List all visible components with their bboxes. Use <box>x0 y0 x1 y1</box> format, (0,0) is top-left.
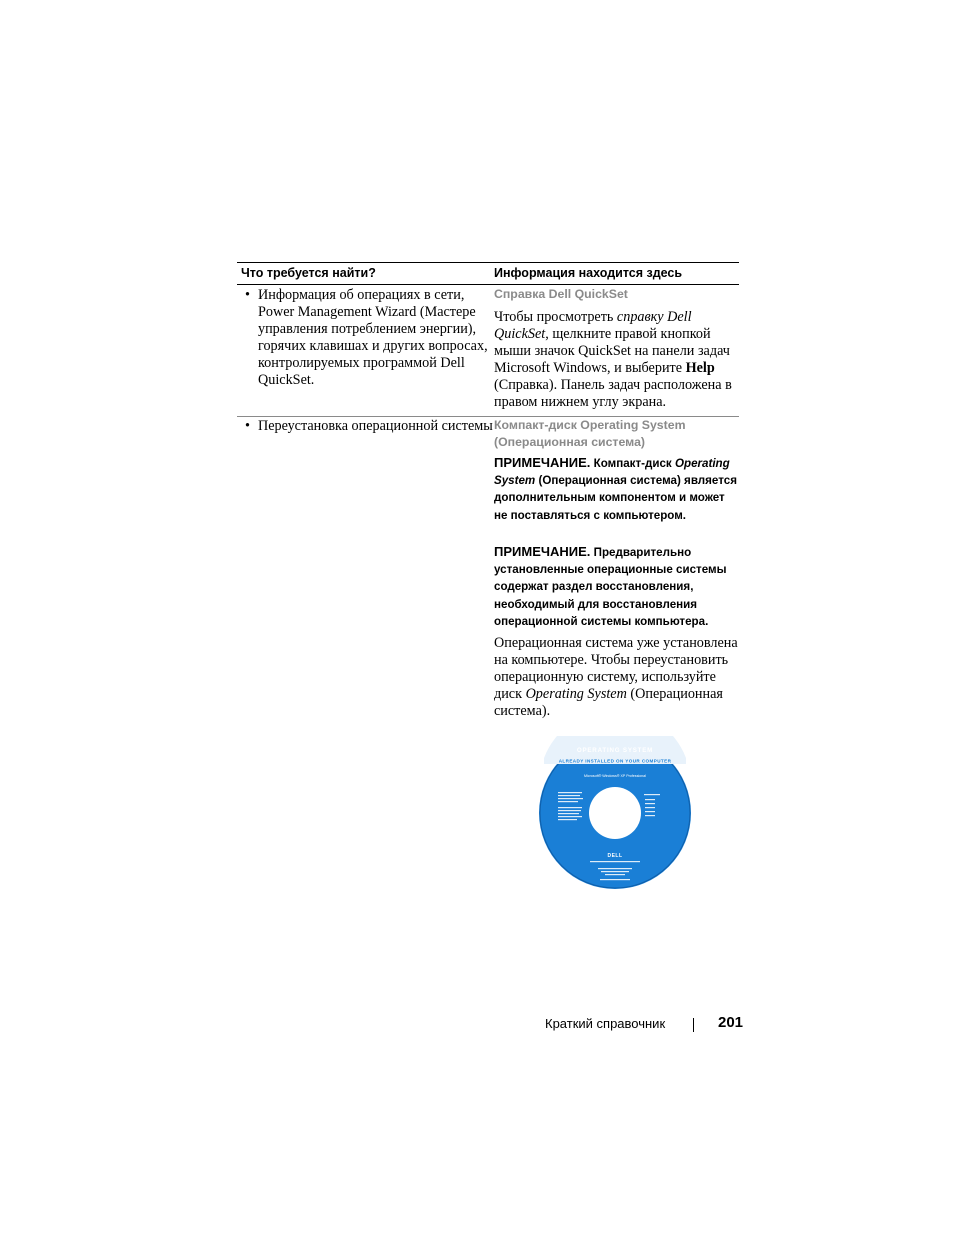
row1-left-text: Информация об операциях в сети, Power Management Wizard (Мастере управления потреблением энергии), горячих клавишах и других вопросах, контролируемых программой Dell QuickSet. <box>258 287 488 388</box>
row1-body: Чтобы просмотреть справку Dell QuickSet, щелкните правой кнопкой мыши значок QuickSet на панели задач Microsoft Windows, и выберите Help (Справка). Панель задач расположена в правом нижнем углу экрана. <box>494 309 732 410</box>
col1-header: Что требуется найти? <box>241 266 376 280</box>
row1-section-title: Справка Dell QuickSet <box>494 287 628 301</box>
cd-product: Microsoft® Windows® XP Professional <box>584 774 646 778</box>
operating-system-cd-image <box>538 736 692 890</box>
cd-center-hole <box>589 787 641 839</box>
bullet: • <box>245 418 250 434</box>
cd-title: OPERATING SYSTEM <box>576 747 654 754</box>
page-number: 201 <box>718 1014 744 1031</box>
bullet: • <box>245 287 250 303</box>
row2-left-text: Переустановка операционной системы <box>258 418 493 434</box>
header-rule <box>237 284 739 285</box>
cd-dell-logo: DELL <box>607 853 623 859</box>
note-2: ПРИМЕЧАНИЕ. Предварительно установленные операционные системы содержат раздел восстановления, необходимый для восстановления операционной системы компьютера. <box>494 544 727 628</box>
footer-section-title: Краткий справочник <box>545 1016 666 1031</box>
cd-subtitle: ALREADY INSTALLED ON YOUR COMPUTER <box>558 758 672 764</box>
note-1: ПРИМЕЧАНИЕ. Компакт-диск Operating System (Операционная система) является дополнительным компонентом и может не поставляться с компьютером. <box>494 455 737 522</box>
footer-separator <box>693 1018 694 1032</box>
col2-header: Информация находится здесь <box>494 266 683 280</box>
row2-body: Операционная система уже установлена на компьютере. Чтобы переустановить операционную систему, используйте диск Operating System (Операционная система). <box>494 635 738 719</box>
row2-section-title: Компакт-диск Operating System (Операционная система) <box>494 418 686 449</box>
table-top-rule <box>237 262 739 263</box>
